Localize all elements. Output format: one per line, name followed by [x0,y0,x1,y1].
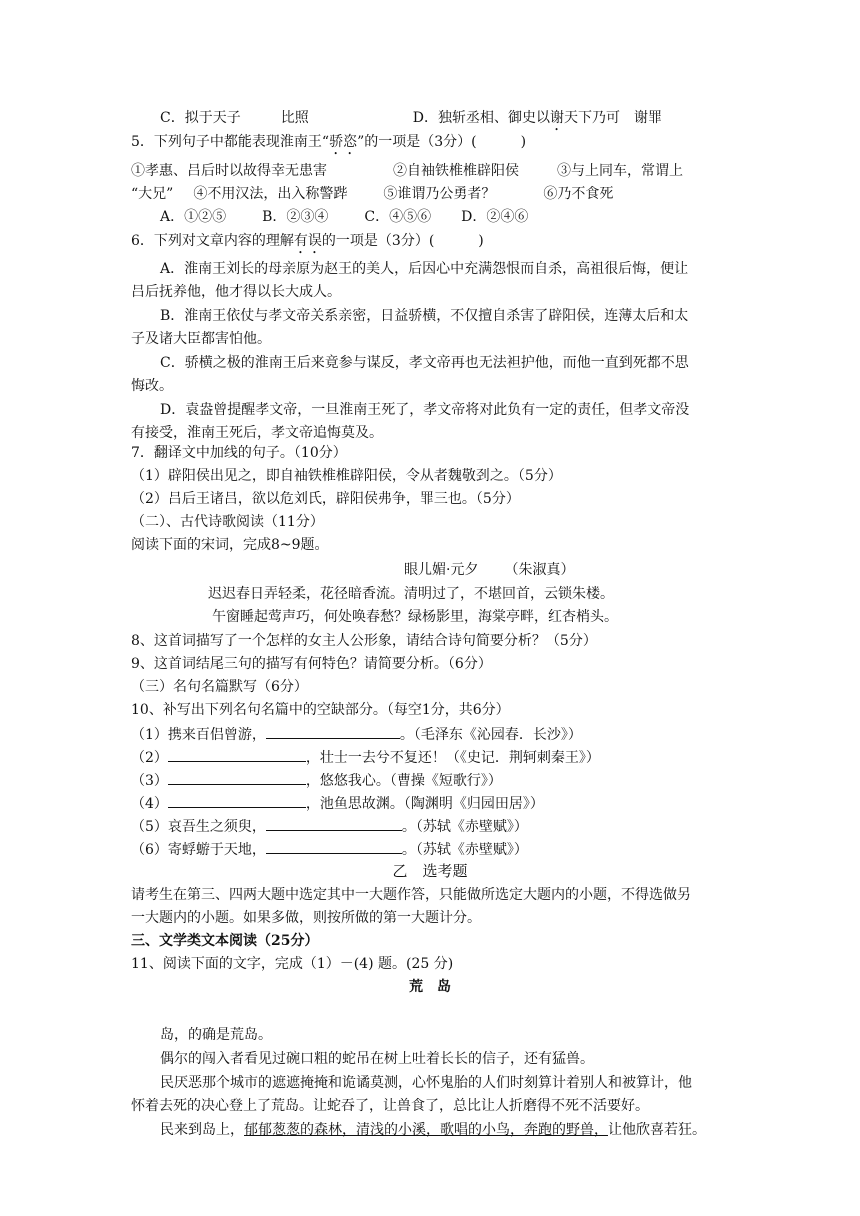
section-2-intro: 阅读下面的宋词，完成8~9题。 [131,537,329,553]
poem-line-2: 午窗睡起莺声巧，何处唤春愁？绿杨影里，海棠亭畔，红杏梢头。 [212,609,618,625]
q6-option-c-line1: C．骄横之极的淮南王后来竟参与谋反，孝文帝再也无法袒护他，而他一直到死都不思 [160,355,689,371]
question-6: 6．下列对文章内容的理解有误的一项是（3分）( ) [131,233,484,249]
story-paragraph-3-line2: 怀着去死的决心登上了荒岛。让蛇吞了，让兽食了，总比让人折磨得不死不活要好。 [131,1098,649,1114]
q5-items-row1: ①孝惠、吕后时以故得幸无患害 ②自袖铁椎椎辟阳侯 ③与上同车，常谓上 [131,163,683,179]
q6-option-a-line1: A．淮南王刘长的母亲原为赵王的美人，后因心中充满怨恨而自杀，高祖很后悔，便让 [160,261,689,277]
instructions-line2: 一大题内的小题。如果多做，则按所做的第一大题计分。 [131,910,481,926]
section-literature-heading: 三、文学类文本阅读（25分） [131,933,319,949]
q4-option-cd: C．拟于天子 比照 D．独斩丞相、御史以谢天下乃可 谢罪 [160,110,662,126]
story-title: 荒 岛 [409,979,451,995]
part-b-heading: 乙 选考题 [392,862,468,880]
section-2-heading: （二）、古代诗歌阅读（11分） [131,514,324,530]
story-paragraph-2: 偶尔的闯入者看见过碗口粗的蛇吊在树上吐着长长的信子，还有猛兽。 [160,1051,594,1067]
q10-item-5: （5）哀吾生之须臾， 。（苏轼《赤壁赋》） [131,816,528,837]
q10-item-2: （2） ，壮士一去兮不复还！（《史记．荆轲刺秦王》） [131,747,600,768]
q10-item-6: （6）寄蜉蝣于天地， 。（苏轼《赤壁赋》） [131,839,528,860]
poem-line-1: 迟迟春日弄轻柔，花径暗香流。清明过了，不堪回首，云锁朱楼。 [208,586,614,602]
fill-blank[interactable] [266,839,402,854]
fill-blank[interactable] [168,747,306,762]
story-paragraph-4: 民来到岛上，郁郁葱葱的森林，清浅的小溪，歌唱的小鸟，奔跑的野兽，让他欣喜若狂。 [160,1122,706,1138]
q6-option-b-line2: 子及诸大臣都害怕他。 [131,331,271,347]
question-5: 5．下列句子中都能表现淮南王“骄恣”的一项是（3分）( ) [131,134,527,150]
story-paragraph-3-line1: 民厌恶那个城市的遮遮掩掩和诡谲莫测，心怀鬼胎的人们时刻算计着别人和被算计，他 [160,1075,692,1091]
fill-blank[interactable] [266,724,400,739]
question-9: 9、这首词结尾三句的描写有何特色？请简要分析。（6分） [131,656,492,672]
section-3-heading: （三）名句名篇默写（6分） [131,679,308,695]
q10-item-4: （4） ，池鱼思故渊。（陶渊明《归园田居》） [131,793,544,814]
fill-blank[interactable] [168,770,306,785]
q6-option-c-line2: 悔改。 [131,378,173,394]
q7-item-2: （2）吕后王诸吕，欲以危刘氏，辟阳侯弗争，罪三也。（5分） [131,491,520,507]
fill-blank[interactable] [168,793,306,808]
underlined-sentence: 郁郁葱葱的森林，清浅的小溪，歌唱的小鸟，奔跑的野兽， [244,1122,608,1138]
story-paragraph-1: 岛，的确是荒岛。 [160,1027,272,1043]
fill-blank[interactable] [266,816,402,831]
instructions-line1: 请考生在第三、四两大题中选定其中一大题作答，只能做所选定大题内的小题，不得选做另 [131,887,691,903]
question-8: 8、这首词描写了一个怎样的女主人公形象，请结合诗句简要分析？（5分） [131,633,597,649]
q6-option-d-line2: 有接受，淮南王死后，孝文帝追悔莫及。 [131,425,383,441]
q7-item-1: （1）辟阳侯出见之，即自袖铁椎椎辟阳侯，令从者魏敬刭之。（5分） [131,468,562,484]
question-11: 11、阅读下面的文字，完成（1）－(4) 题。(25 分) [131,956,454,972]
q5-options: A．①②⑤ B．②③④ C．④⑤⑥ D．②④⑥ [160,209,529,225]
q10-item-3: （3） ，悠悠我心。（曹操《短歌行》） [131,770,502,791]
question-7: 7．翻译文中加线的句子。（10分） [131,445,347,461]
q5-items-row2: “大兄” ④不用汉法，出入称警跸 ⑤谁谓乃公勇者？ ⑥乃不食死 [131,186,614,202]
poem-author: （朱淑真） [504,562,575,578]
q6-option-a-line2: 吕后抚养他，他才得以长大成人。 [131,284,341,300]
q6-option-b-line1: B．淮南王依仗与孝文帝关系亲密，日益骄横，不仅擅自杀害了辟阳侯，连薄太后和太 [160,308,689,324]
poem-title: 眼儿媚·元夕 [404,562,479,578]
q10-item-1: （1）携来百侣曾游， 。（毛泽东《沁园春．长沙》） [131,724,582,745]
question-10: 10、补写出下列名句名篇中的空缺部分。（每空1分，共6分） [131,702,510,718]
poem-title-line [404,560,574,580]
q6-option-d-line1: D．袁盎曾提醒孝文帝，一旦淮南王死了，孝文帝将对此负有一定的责任，但孝文帝没 [160,402,690,418]
